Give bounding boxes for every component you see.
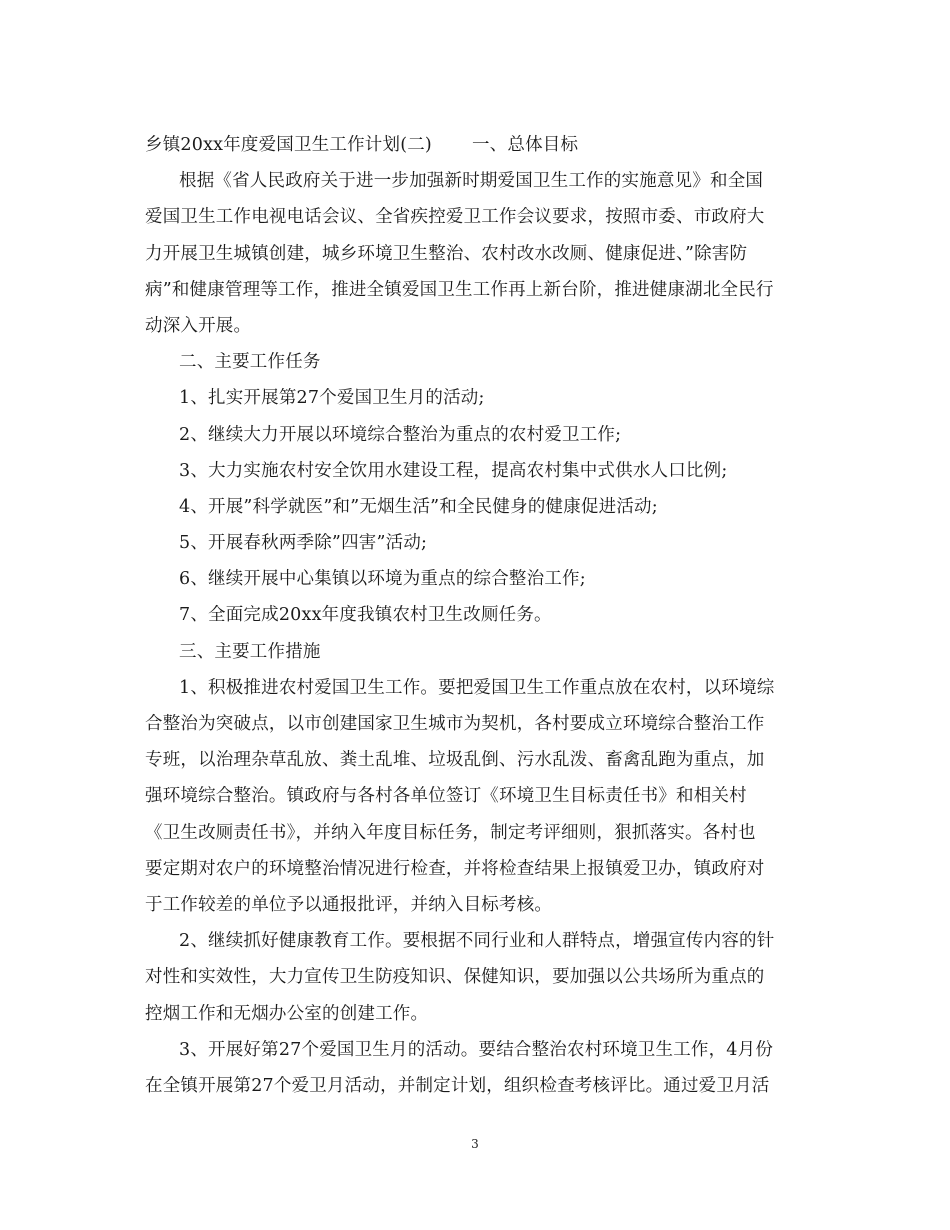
- text-line: 要定期对农户的环境整治情况进行检查，并将检查结果上报镇爱卫办，镇政府对: [145, 858, 765, 879]
- text-line: 动深入开展。: [145, 315, 252, 336]
- text-line: 三、主要工作措施: [179, 641, 321, 662]
- text-line: 控烟工作和无烟办公室的创建工作。: [145, 1003, 429, 1024]
- section-heading: 一、总体目标: [471, 135, 579, 155]
- text-line: 病”和健康管理等工作，推进全镇爱国卫生工作再上新台阶，推进健康湖北全民行: [145, 279, 774, 300]
- paragraph-lines: [145, 163, 805, 1104]
- text-line: 2、继续抓好健康教育工作。要根据不同行业和人群特点，增强宣传内容的针: [179, 931, 775, 952]
- text-line: 合整治为突破点，以市创建国家卫生城市为契机，各村要成立环境综合整治工作: [145, 714, 765, 734]
- text-line: 专班，以治理杂草乱放、粪土乱堆、垃圾乱倒、污水乱泼、畜禽乱跑为重点，加: [145, 750, 765, 771]
- page-number: 3: [471, 1137, 479, 1151]
- text-line: 1、积极推进农村爱国卫生工作。要把爱国卫生工作重点放在农村，以环境综: [179, 677, 775, 698]
- text-line: 6、继续开展中心集镇以环境为重点的综合整治工作;: [179, 569, 586, 590]
- text-line: 5、开展春秋两季除”四害”活动;: [179, 533, 428, 554]
- text-line: 3、开展好第27个爱国卫生月的活动。要结合整治农村环境卫生工作，4月份: [179, 1039, 774, 1060]
- text-line: 力开展卫生城镇创建，城乡环境卫生整治、农村改水改厕、健康促进、”除害防: [145, 243, 748, 264]
- text-line: 根据《省人民政府关于进一步加强新时期爱国卫生工作的实施意见》和全国: [179, 171, 764, 192]
- text-line: 爱国卫生工作电视电话会议、全省疾控爱卫工作会议要求，按照市委、市政府大: [145, 207, 765, 228]
- text-line: 4、开展”科学就医”和”无烟生活”和全民健身的健康促进活动;: [179, 496, 658, 517]
- text-line: 于工作较差的单位予以通报批评，并纳入目标考核。: [145, 894, 553, 915]
- text-line: 7、全面完成20xx年度我镇农村卫生改厕任务。: [179, 605, 552, 626]
- title-line: [145, 127, 805, 163]
- text-line: 二、主要工作任务: [179, 352, 321, 373]
- document-body: [145, 127, 805, 1104]
- text-line: 对性和实效性，大力宣传卫生防疫知识、保健知识，要加强以公共场所为重点的: [145, 967, 765, 988]
- text-line: 强环境综合整治。镇政府与各村各单位签订《环境卫生目标责任书》和相关村: [145, 786, 747, 807]
- text-line: 《卫生改厕责任书》，并纳入年度目标任务，制定考评细则，狠抓落实。各村也: [145, 822, 756, 843]
- document-title: 乡镇20xx年度爱国卫生工作计划(二): [145, 135, 432, 155]
- text-line: 1、扎实开展第27个爱国卫生月的活动;: [179, 388, 485, 409]
- text-line: 3、大力实施农村安全饮用水建设工程，提高农村集中式供水人口比例;: [179, 460, 728, 481]
- text-line: 2、继续大力开展以环境综合整治为重点的农村爱卫工作;: [179, 424, 622, 445]
- text-line: 在全镇开展第27个爱卫月活动，并制定计划，组织检查考核评比。通过爱卫月活: [145, 1075, 770, 1096]
